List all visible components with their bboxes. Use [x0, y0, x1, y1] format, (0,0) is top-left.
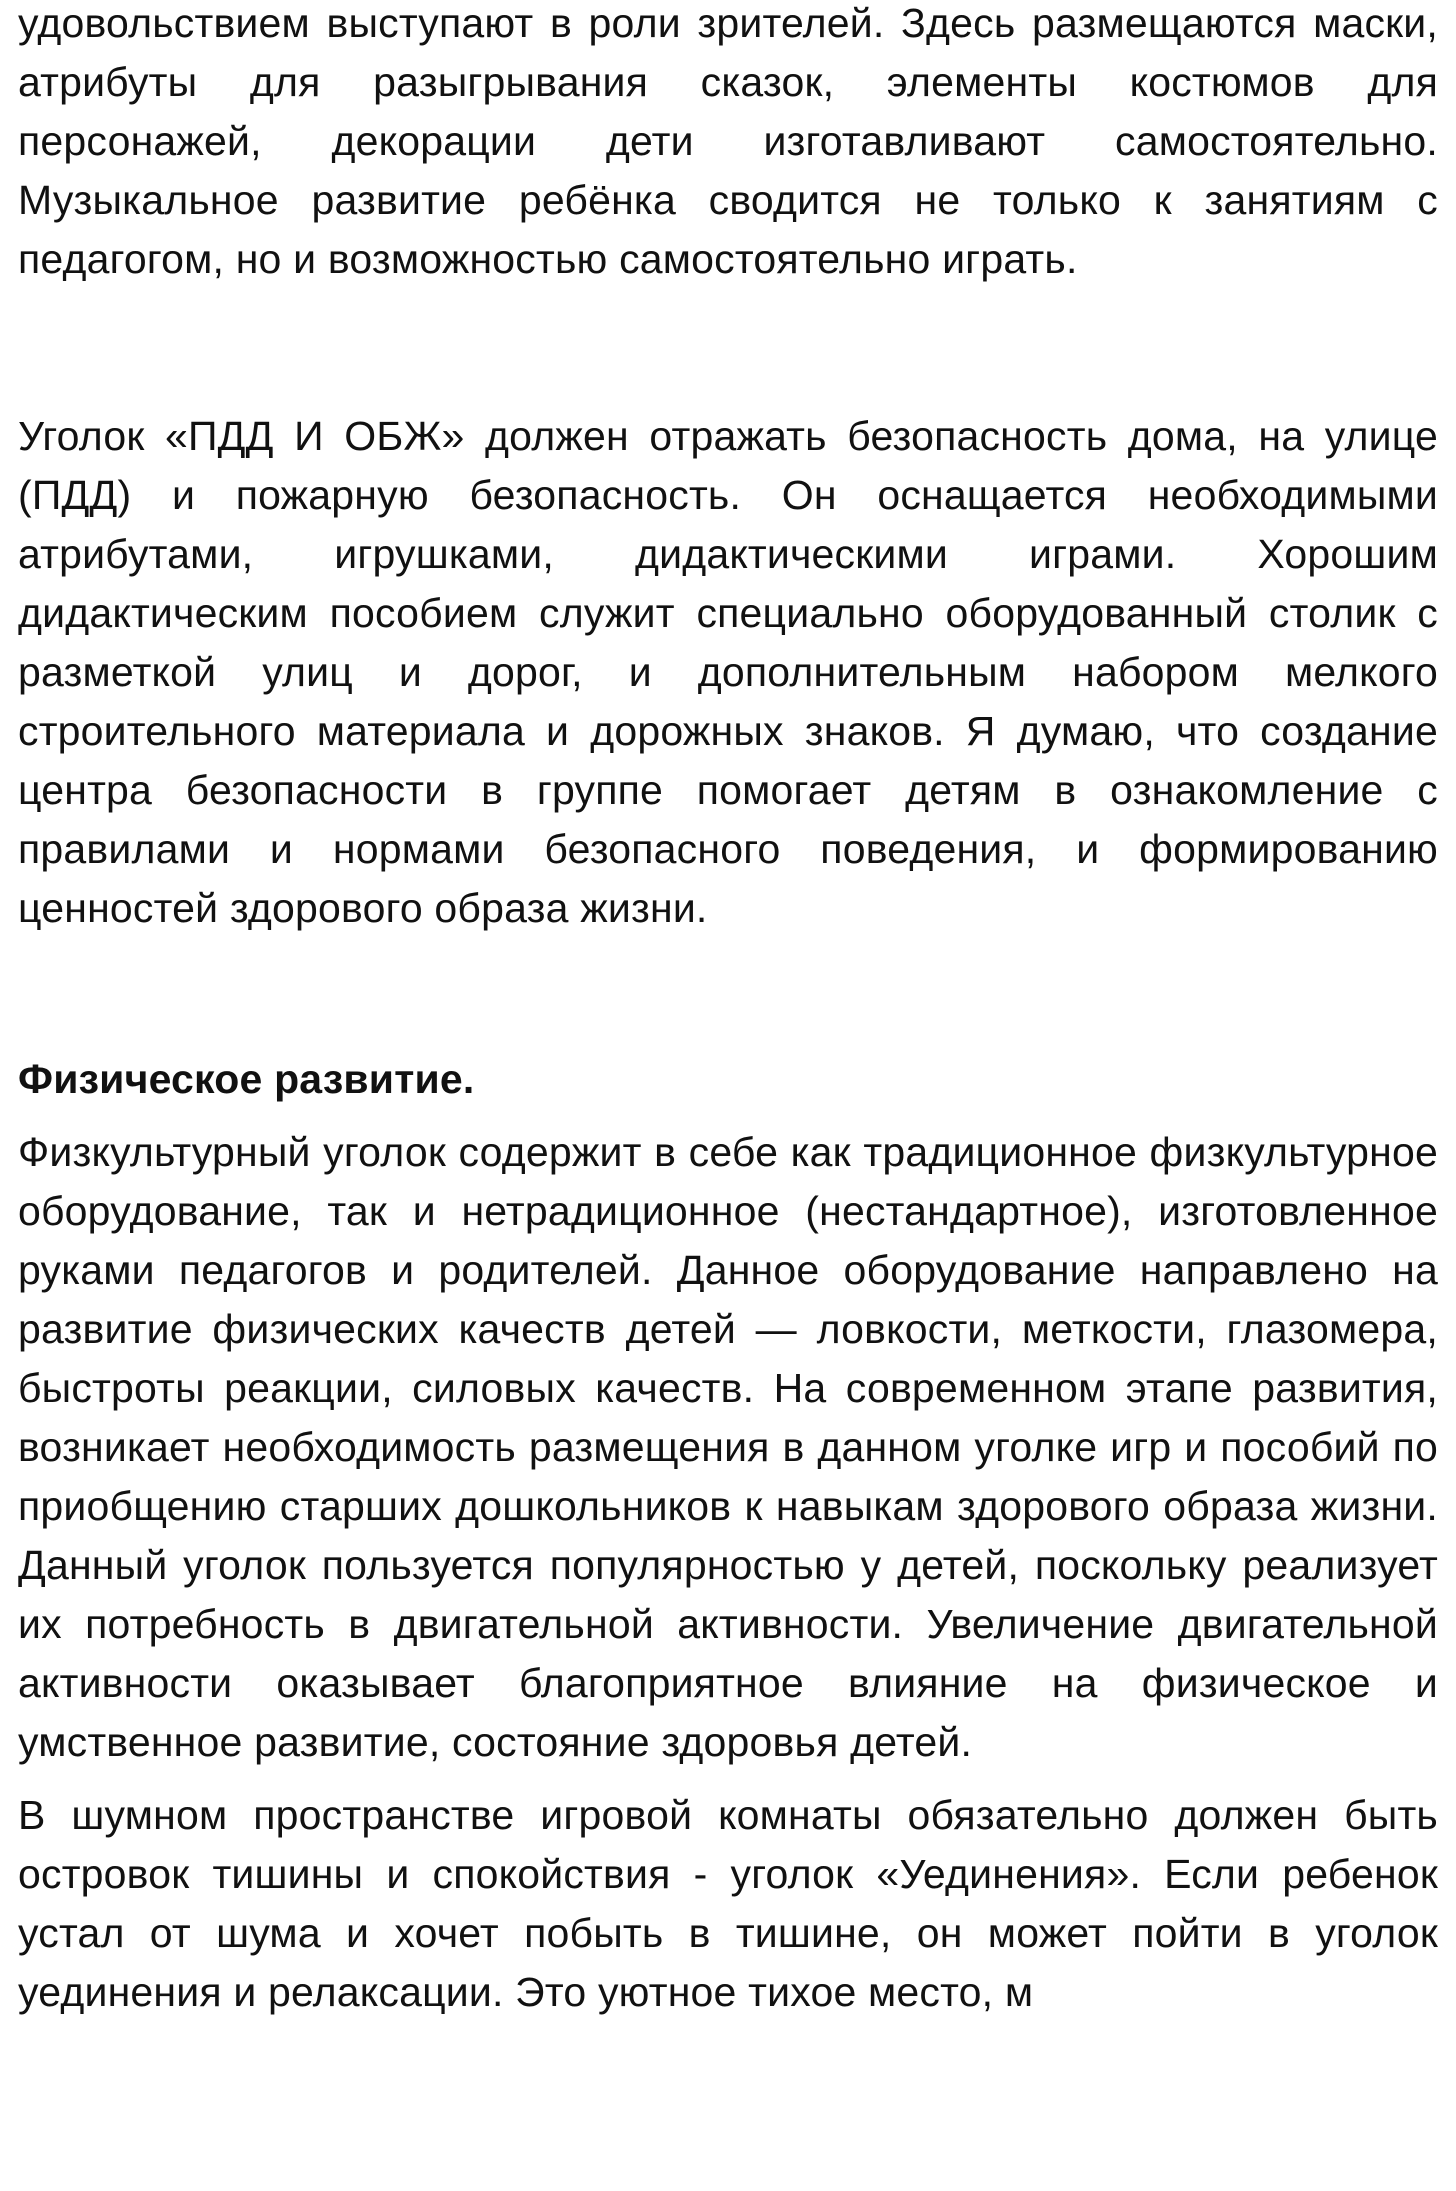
- paragraph-safety-corner: Уголок «ПДД И ОБЖ» должен отражать безопасность дома, на улице (ПДД) и пожарную безопасность. Он оснащается необходимыми атрибутами, игрушками, дидактическими играми. Хорошим дидактическим пособием служит специально оборудованный столик с разметкой улиц и дорог, и дополнительным набором мелкого строительного материала и дорожных знаков. Я думаю, что создание центра безопасности в группе помогает детям в ознакомление с правилами и нормами безопасного поведения, и формированию ценностей здорового образа жизни.: [18, 413, 1438, 931]
- paragraph-solitude-corner: В шумном пространстве игровой комнаты обязательно должен быть островок тишины и спокойствия - уголок «Уединения». Если ребенок устал от шума и хочет побыть в тишине, он может пойти в уголок уединения и релаксации. Это уютное тихое место, м: [18, 1792, 1438, 2015]
- paragraph-sports-corner: Физкультурный уголок содержит в себе как традиционное физкультурное оборудование, так и нетрадиционное (нестандартное), изготовленное руками педагогов и родителей. Данное оборудование направлено на развитие физических качеств детей — ловкости, меткости, глазомера, быстроты реакции, силовых качеств. На современном этапе развития, возникает необходимость размещения в данном уголке игр и пособий по приобщению старших дошкольников к навыкам здорового образа жизни. Данный уголок пользуется популярностью у детей, поскольку реализует их потребность в двигательной активности. Увеличение двигательной активности оказывает благоприятное влияние на физическое и умственное развитие, состояние здоровья детей.: [18, 1129, 1438, 1765]
- heading-physical-development: Физическое развитие.: [18, 1056, 475, 1102]
- paragraph-music-development: удовольствием выступают в роли зрителей. Здесь размещаются маски, атрибуты для разыгрывания сказок, элементы костюмов для персонажей, декорации дети изготавливают самостоятельно. Музыкальное развитие ребёнка сводится не только к занятиям с педагогом, но и возможностью самостоятельно играть.: [18, 0, 1438, 282]
- document-page: [18, 0, 1438, 2191]
